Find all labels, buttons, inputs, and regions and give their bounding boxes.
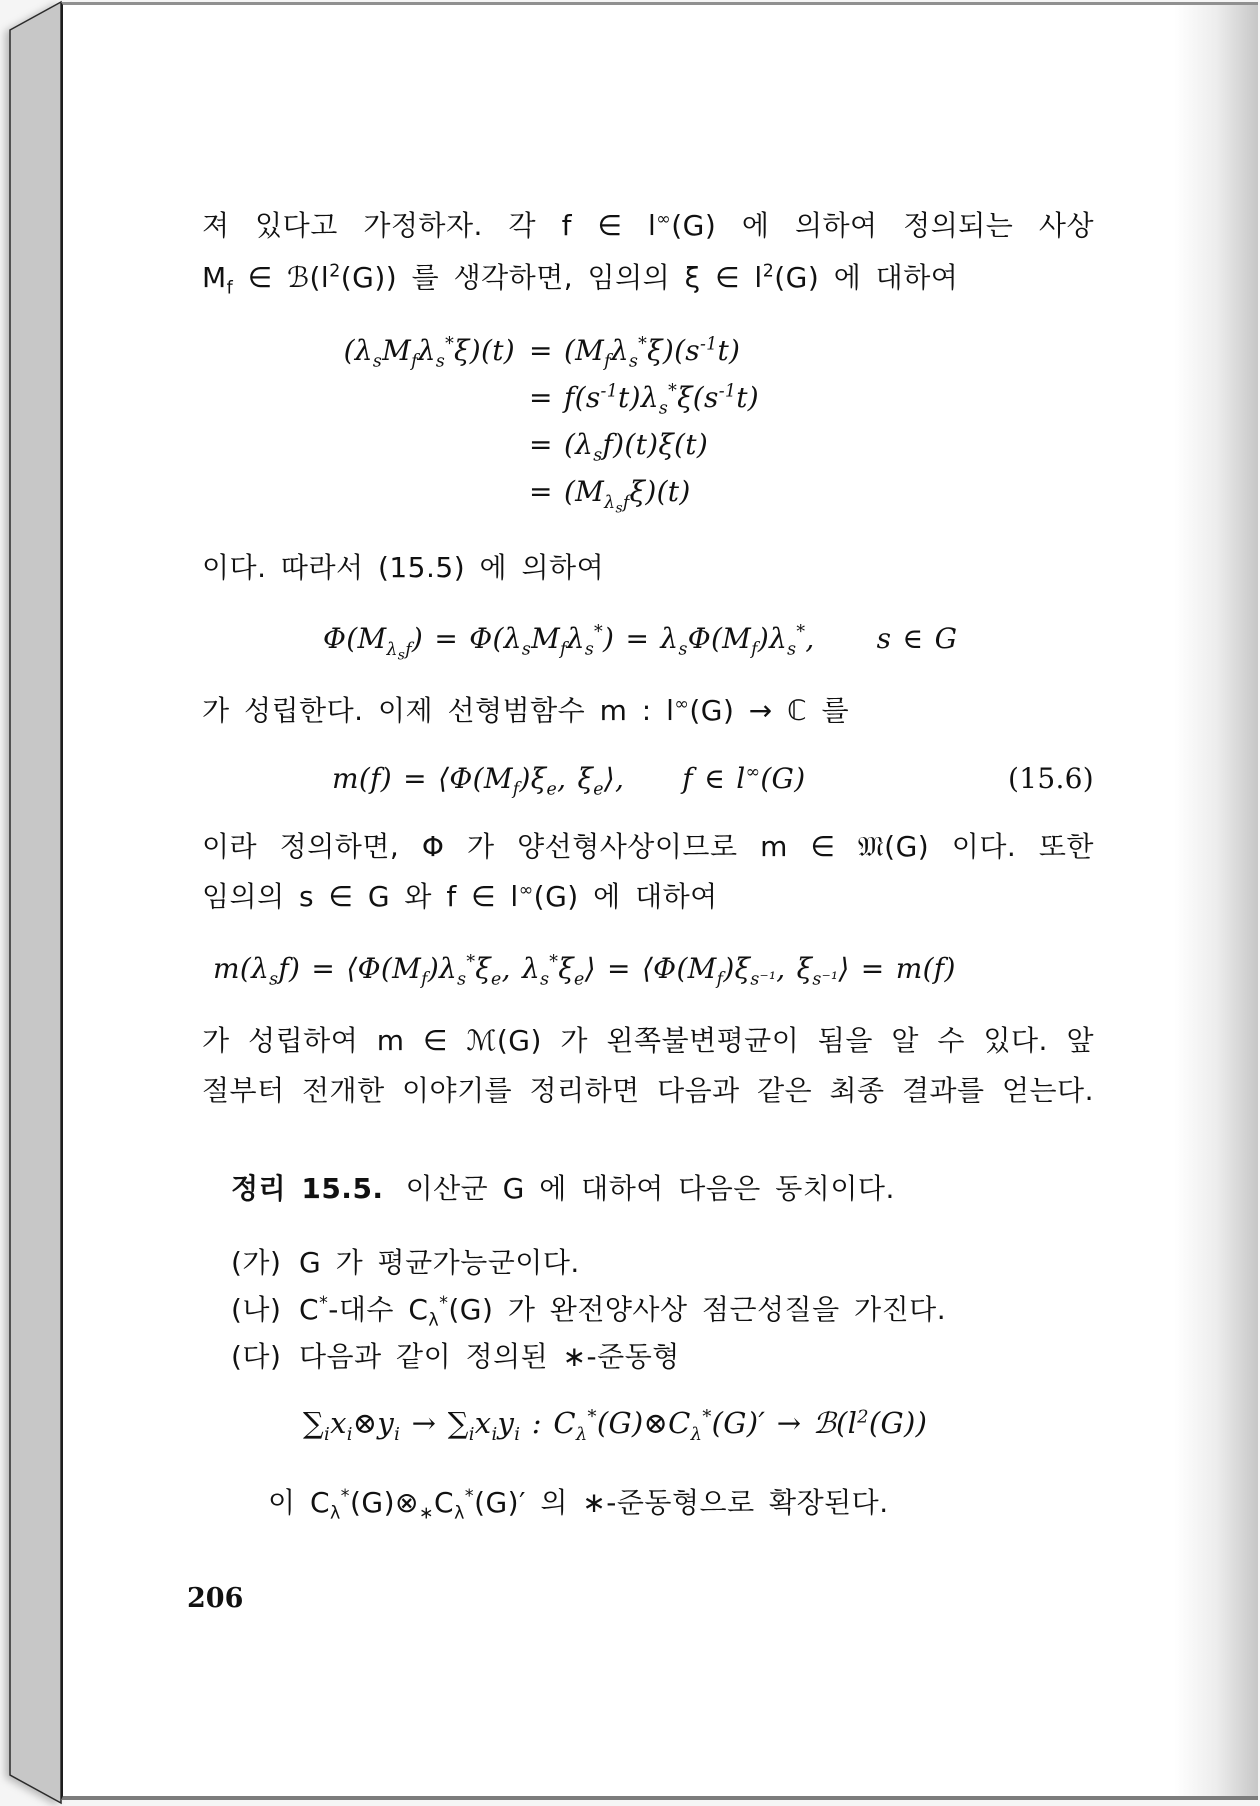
paragraph1-line1: 져 있다고 가정하자. 각 f ∈ l∞(G) 에 의하여 정의되는 사상: [202, 209, 1094, 242]
equation-number: (15.6): [1008, 762, 1094, 795]
text-after-block: 이다. 따라서 (15.5) 에 의하여: [202, 551, 605, 584]
item-marker: (나): [231, 1293, 282, 1326]
paragraph2-line2: 임의의 s ∈ G 와 f ∈ l∞(G) 에 대하여: [202, 880, 718, 913]
equation-rhs: = $(M_{\lambda_sf}\xi)(t)$: [529, 475, 691, 517]
item-text: 다음과 같이 정의된 ∗-준동형: [299, 1340, 680, 1373]
page-number: 206: [187, 1583, 244, 1614]
page-sheet: [61, 2, 1258, 1800]
equation-left-invariant-mean: $m(\lambda_sf)$ = $⟨\Phi(M_f)\lambda_s^*\xi_e$, $\lambda_s^*\xi_e⟩$ = $⟨\Phi(M_f)\xi_{s^{-1}}$, $\xi_{s^{-1}}⟩ = m(f)$: [213, 952, 956, 990]
theorem-statement: 이산군 G 에 대하여 다음은 동치이다.: [405, 1172, 895, 1205]
theorem-item-da: [231, 1337, 680, 1377]
equation-phi-condition: s ∈ G: [876, 622, 958, 655]
theorem-item-na: [231, 1290, 946, 1330]
paragraph3-line2: 절부터 전개한 이야기를 정리하면 다음과 같은 최종 결과를 얻는다.: [202, 1074, 1094, 1107]
equation-line: [213, 378, 759, 418]
theorem-item-ga: [231, 1243, 580, 1283]
equation-rhs: = $(M_f\lambda_s^*\xi)(s^{-1}t)$: [529, 334, 741, 372]
equation-line: [213, 472, 691, 517]
equation-rhs: = $f(s^{-1}t)\lambda_s^*\xi(s^{-1}t)$: [529, 381, 759, 419]
item-marker: (가): [231, 1246, 282, 1279]
equation-15-6-condition: f ∈ l∞(G): [682, 762, 806, 795]
text-linear-functional: 가 성립한다. 이제 선형범함수 m : l∞(G) → ℂ 를: [202, 694, 850, 727]
theorem-label: 정리 15.5.: [231, 1172, 384, 1205]
equation-rhs: = $(\lambda_sf)(t)\xi(t)$: [529, 428, 709, 466]
equation-phi-body: $\Phi(M_{\lambda_sf}) = \Phi(\lambda_sM_f\lambda_s^*) = \lambda_s\Phi(M_f)\lambda_s^*$,: [323, 622, 815, 664]
paragraph3-line1: 가 성립하여 m ∈ ℳ(G) 가 왼쪽불변평균이 됨을 알 수 있다. 앞: [202, 1024, 1094, 1057]
equation-15-6: [202, 759, 1094, 799]
item-marker: (다): [231, 1340, 282, 1373]
item-text: C*-대수 $C_\lambda^*(G)$ 가 완전양사상 점근성질을 가진다.: [299, 1293, 947, 1331]
equation-lhs: $(\lambda_sM_f\lambda_s^*\xi)(t)$: [343, 334, 515, 372]
equation-tensor-homomorphism: $\sum_ix_i\otimes y_i \to \sum_ix_iy_i$ : $C_\lambda^*(G)\otimes C_\lambda^*(G)'$ → $ℬ(l^2(G))$: [303, 1406, 928, 1445]
paragraph2-line1: 이라 정의하면, Φ 가 양선형사상이므로 m ∈ 𝔐(G) 이다. 또한: [202, 830, 1094, 863]
paragraph1-line2: $M_f$ ∈ $ℬ(l^2(G))$ 를 생각하면, 임의의 ξ ∈ $l^2(G)$ 에 대하여: [202, 261, 959, 299]
theorem-heading: [231, 1169, 895, 1209]
equation-phi: [323, 619, 958, 664]
closing-statement: 이 $C_\lambda^*(G)\otimes_∗C_\lambda^*(G)'$ 의 ∗-준동형으로 확장된다.: [268, 1486, 889, 1524]
equation-line: [213, 331, 740, 371]
equation-line: [213, 425, 708, 465]
book-spine-edge: [0, 0, 70, 1806]
equation-15-6-body: $m(f) = ⟨\Phi(M_f)\xi_e$, $\xi_e⟩$,: [332, 762, 625, 800]
item-text: G 가 평균가능군이다.: [299, 1246, 580, 1279]
